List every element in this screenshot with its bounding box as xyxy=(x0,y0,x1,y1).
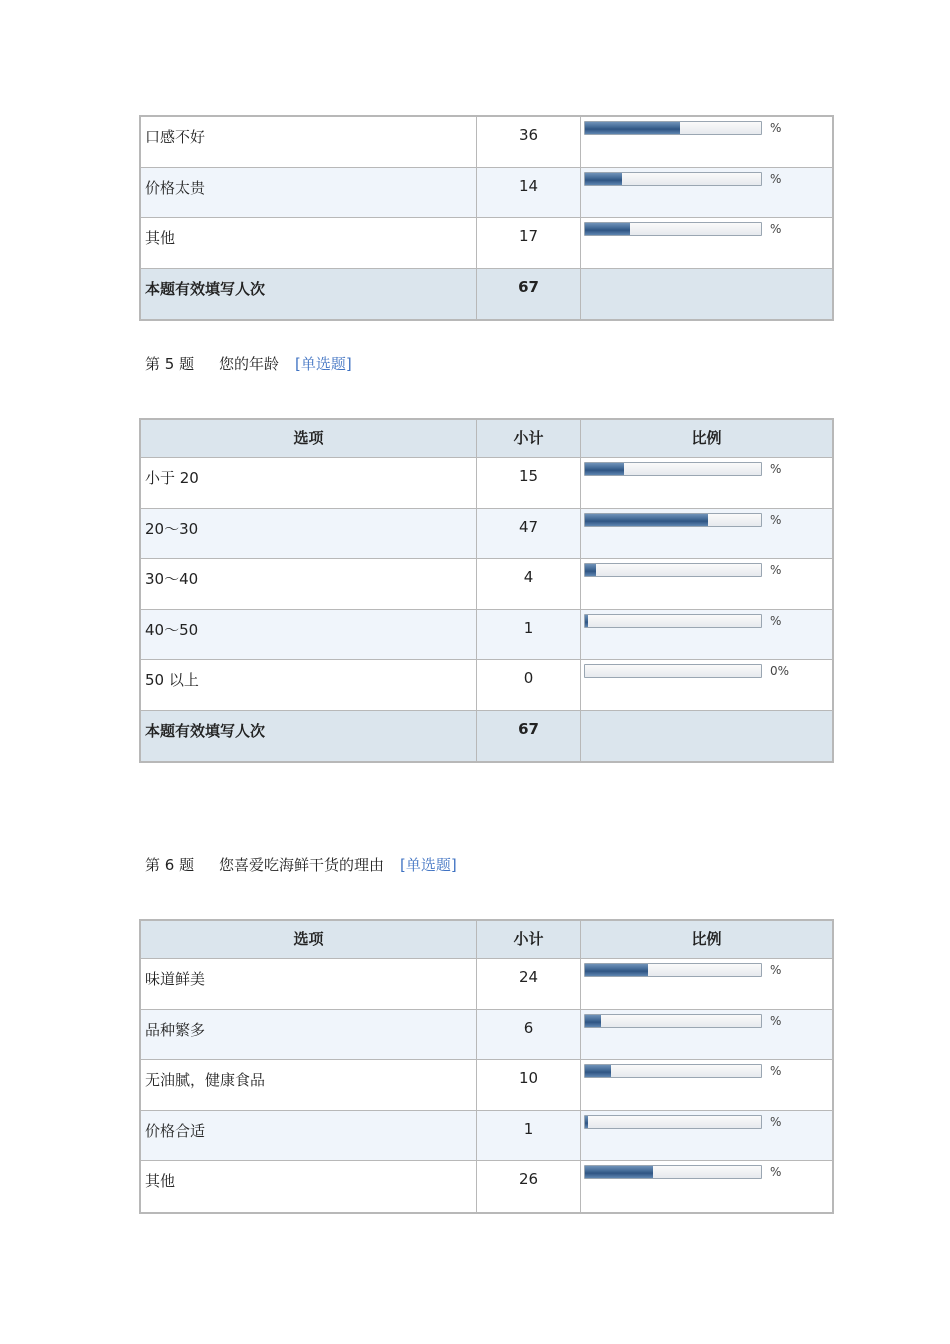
table-row xyxy=(141,959,832,1010)
q6-heading xyxy=(145,854,457,875)
ratio-bar-fill xyxy=(585,514,708,526)
table-row xyxy=(141,458,832,509)
ratio-bar xyxy=(584,563,762,577)
option-count: 10 xyxy=(477,1060,581,1110)
total-count: 67 xyxy=(477,269,581,320)
ratio-percent: % xyxy=(770,1165,782,1179)
ratio-bar xyxy=(584,462,762,476)
option-label: 40～50 xyxy=(141,610,477,660)
option-count: 1 xyxy=(477,610,581,660)
ratio-bar xyxy=(584,1064,762,1078)
option-count: 4 xyxy=(477,559,581,609)
option-count: 17 xyxy=(477,218,581,268)
option-count: 15 xyxy=(477,458,581,508)
ratio-bar-fill xyxy=(585,964,648,976)
ratio-bar-fill xyxy=(585,463,624,475)
option-count: 14 xyxy=(477,168,581,218)
table-row xyxy=(141,1060,832,1111)
header-ratio: 比例 xyxy=(691,930,722,948)
ratio-bar-fill xyxy=(585,173,622,185)
table-row xyxy=(141,117,832,168)
option-count: 6 xyxy=(477,1010,581,1060)
option-label: 其他 xyxy=(141,218,477,268)
table-row xyxy=(141,660,832,711)
ratio-bar-fill xyxy=(585,122,680,134)
ratio-bar xyxy=(584,1014,762,1028)
option-label: 价格合适 xyxy=(141,1111,477,1161)
table-row xyxy=(141,1111,832,1162)
ratio-bar-fill xyxy=(585,1166,653,1178)
header-count: 小计 xyxy=(477,420,581,457)
table-header xyxy=(141,420,832,458)
ratio-percent: % xyxy=(770,963,782,977)
option-count: 1 xyxy=(477,1111,581,1161)
ratio-bar-fill xyxy=(585,1065,611,1077)
ratio-bar xyxy=(584,664,762,678)
ratio-percent: % xyxy=(770,1114,782,1129)
table-row xyxy=(141,559,832,610)
option-count: 36 xyxy=(477,117,581,167)
option-label: 味道鲜美 xyxy=(141,959,477,1009)
question-title: 您的年龄 xyxy=(219,355,280,373)
ratio-bar xyxy=(584,963,762,977)
option-label: 无油腻，健康食品 xyxy=(141,1060,477,1110)
ratio-percent: % xyxy=(770,171,782,186)
ratio-bar xyxy=(584,222,762,236)
ratio-percent: % xyxy=(770,121,782,135)
ratio-bar xyxy=(584,1115,762,1129)
ratio-percent: % xyxy=(770,222,782,236)
q5-results-table xyxy=(139,418,834,763)
option-label: 30～40 xyxy=(141,559,477,609)
ratio-percent: % xyxy=(770,563,782,577)
ratio-percent: % xyxy=(770,613,782,628)
option-label: 其他 xyxy=(141,1161,477,1212)
ratio-bar xyxy=(584,1165,762,1179)
option-label: 50 以上 xyxy=(141,660,477,710)
option-label: 小于 20 xyxy=(141,458,477,508)
header-option: 选项 xyxy=(141,420,477,457)
ratio-percent: % xyxy=(770,512,782,527)
question-number: 第 5 题 xyxy=(145,355,195,373)
option-count: 47 xyxy=(477,509,581,559)
q5-heading xyxy=(145,353,352,374)
option-count: 24 xyxy=(477,959,581,1009)
table-row xyxy=(141,509,832,560)
table-row xyxy=(141,1161,832,1212)
ratio-bar-fill xyxy=(585,223,630,235)
table-row xyxy=(141,610,832,661)
question-title: 您喜爱吃海鲜干货的理由 xyxy=(219,856,385,874)
table-row xyxy=(141,218,832,269)
total-row xyxy=(141,269,832,320)
option-label: 品种繁多 xyxy=(141,1010,477,1060)
option-count: 26 xyxy=(477,1161,581,1212)
table-row xyxy=(141,168,832,219)
ratio-percent: % xyxy=(770,1013,782,1028)
total-count: 67 xyxy=(477,711,581,762)
option-label: 口感不好 xyxy=(141,117,477,167)
question-type-link[interactable]: [单选题] xyxy=(295,355,352,373)
ratio-bar xyxy=(584,121,762,135)
total-label: 本题有效填写人次 xyxy=(141,269,477,320)
question-number: 第 6 题 xyxy=(145,856,195,874)
q4-results-table xyxy=(139,115,834,321)
question-type-link[interactable]: [单选题] xyxy=(400,856,457,874)
q6-results-table xyxy=(139,919,834,1214)
ratio-bar xyxy=(584,513,762,527)
total-row xyxy=(141,711,832,762)
header-count: 小计 xyxy=(477,921,581,958)
ratio-percent: 0% xyxy=(770,664,790,678)
option-label: 20～30 xyxy=(141,509,477,559)
ratio-bar-fill xyxy=(585,1116,588,1128)
header-ratio: 比例 xyxy=(691,429,722,447)
ratio-bar xyxy=(584,614,762,628)
ratio-bar-fill xyxy=(585,615,588,627)
ratio-bar-fill xyxy=(585,1015,601,1027)
table-row xyxy=(141,1010,832,1061)
option-count: 0 xyxy=(477,660,581,710)
total-label: 本题有效填写人次 xyxy=(141,711,477,762)
table-header xyxy=(141,921,832,959)
ratio-bar xyxy=(584,172,762,186)
option-label: 价格太贵 xyxy=(141,168,477,218)
header-option: 选项 xyxy=(141,921,477,958)
ratio-percent: % xyxy=(770,1064,782,1078)
ratio-bar-fill xyxy=(585,564,596,576)
ratio-percent: % xyxy=(770,462,782,476)
